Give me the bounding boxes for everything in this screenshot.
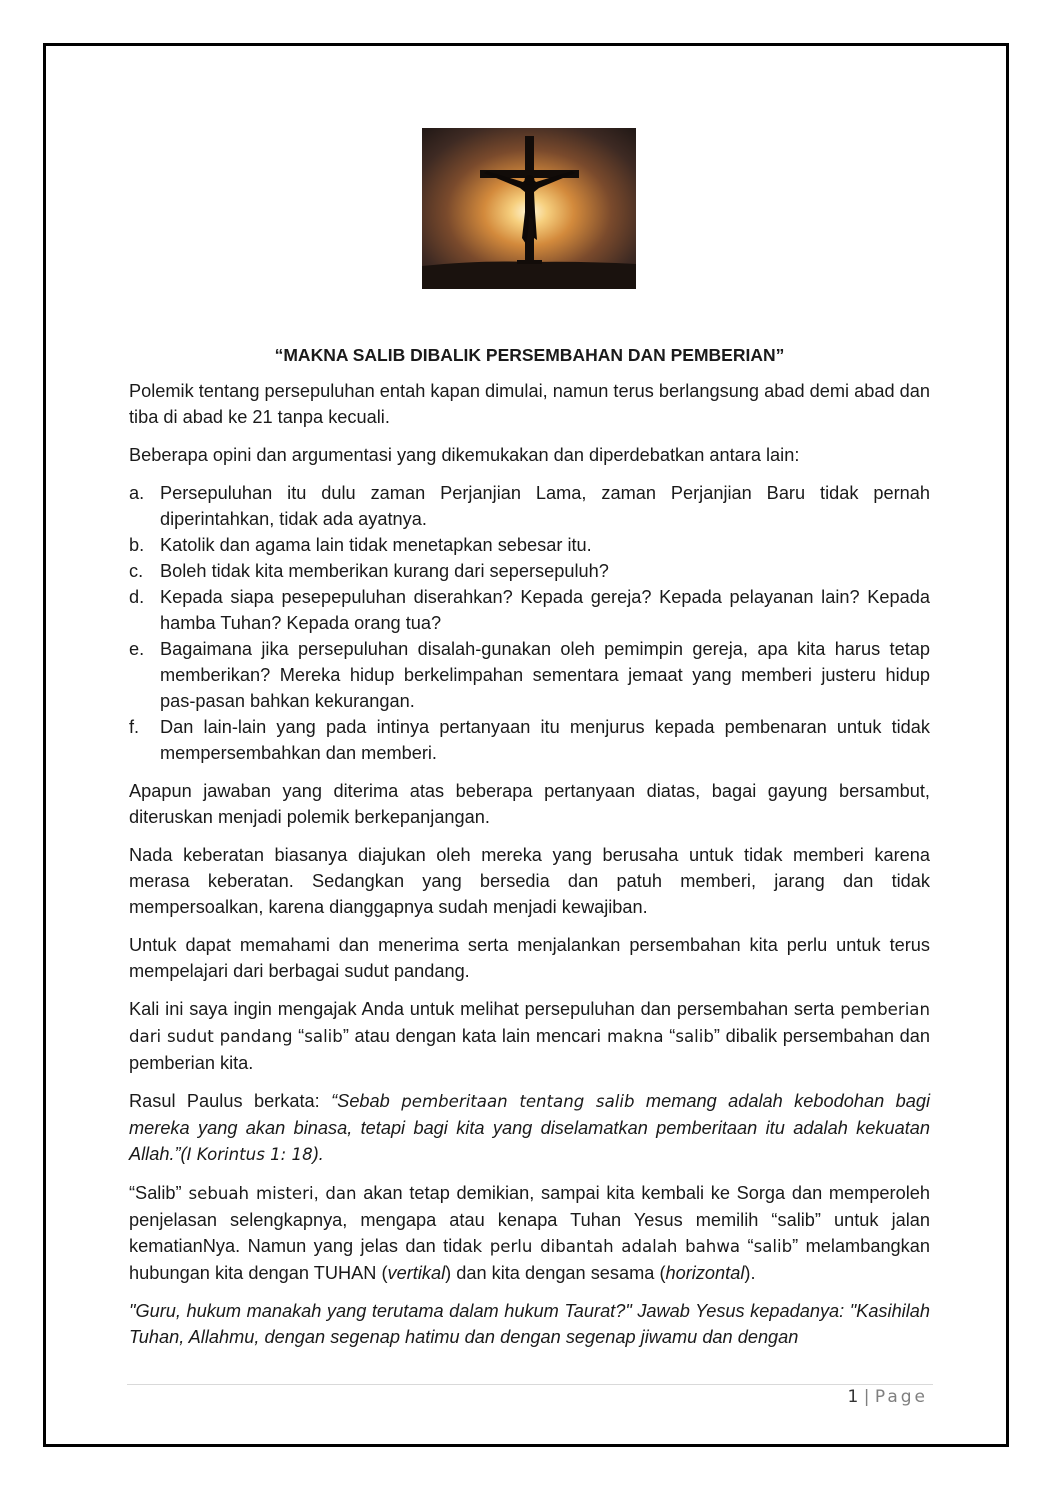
list-text: Bagaimana jika persepuluhan disalah-gunakan oleh pemimpin gereja, apa kita harus tetap memberikan? Mereka hidup berkelimpahan sementara jemaat yang memberi justeru hidup pas-pasan bahkan kekurangan. [160, 639, 930, 711]
quote-run: “Sebab [331, 1091, 402, 1111]
text-run: pemberian dari sudut pandang [129, 1000, 930, 1046]
page-number: 1 [847, 1387, 859, 1407]
list-marker: e. [129, 639, 145, 659]
list-marker: a. [129, 483, 145, 503]
paragraph-4: Nada keberatan biasanya diajukan oleh mereka yang berusaha untuk tidak memberi karena merasa keberatan. Sedangkan yang bersedia dan patuh memberi, jarang dan tidak mempersoalkan, karena dianggapnya sudah menjadi kewajiban. [129, 845, 930, 917]
list-text: Persepuluhan itu dulu zaman Perjanjian Lama, zaman Perjanjian Baru tidak pernah diperintahkan, tidak ada ayatnya. [160, 483, 930, 529]
text-run: dan [325, 1184, 357, 1203]
document-body [129, 342, 930, 1362]
text-run: “ [292, 1026, 305, 1046]
text-run: ” dibalik persembahan dan pemberian kita. [129, 1026, 930, 1073]
document-title: “MAKNA SALIB DIBALIK PERSEMBAHAN DAN PEMBERIAN” [274, 345, 785, 365]
footer-divider [127, 1384, 933, 1385]
list-item [129, 636, 930, 714]
text-run: salib [753, 1237, 793, 1256]
list-item [129, 480, 930, 532]
verse-reference: I Korintus 1: 18 [186, 1145, 313, 1164]
list-item [129, 558, 930, 584]
quote-run: pemberitaan tentang salib [401, 1092, 635, 1111]
paragraph-1: Polemik tentang persepuluhan entah kapan dimulai, namun terus berlangsung abad demi abad dan tiba di abad ke 21 tanpa kecuali. [129, 381, 930, 427]
text-run: i makna [596, 1027, 664, 1046]
paragraph-2: Beberapa opini dan argumentasi yang dikemukakan dan diperdebatkan antara lain: [129, 445, 800, 465]
list-item [129, 532, 930, 558]
list-text: Katolik dan agama lain tidak menetapkan sebesar itu. [160, 535, 592, 555]
page-footer [847, 1387, 928, 1407]
paragraph-7 [129, 1088, 930, 1168]
list-item [129, 714, 930, 766]
quote-run: ). [312, 1144, 324, 1164]
paragraph-8 [129, 1180, 930, 1286]
list-text: Kepada siapa pesepepuluhan diserahkan? Kepada gereja? Kepada pelayanan lain? Kepada hamba Tuhan? Kepada orang tua? [160, 587, 930, 633]
text-run: sebuah misteri [181, 1184, 314, 1203]
text-run: k perlu dibantah adalah bahwa [472, 1237, 741, 1256]
list-marker: c. [129, 561, 144, 581]
text-run: “Salib” [129, 1183, 182, 1203]
text-run: ). [744, 1263, 756, 1283]
text-run: ” atau dengan kata lain mencar [342, 1026, 597, 1046]
crucifix-image [422, 128, 636, 289]
crucifix-sunset-illustration [422, 128, 636, 289]
paragraph-5: Untuk dapat memahami dan menerima serta menjalankan persembahan kita perlu untuk terus mempelajari dari berbagai sudut pandang. [129, 935, 930, 981]
footer-separator: | [863, 1387, 870, 1407]
text-run: , [313, 1183, 326, 1203]
paragraph-6 [129, 996, 930, 1076]
quote-run: memang adalah kebodohan bagi mereka yang akan binasa, tetapi bagi kita yang diselamatkan pemberitaan itu adalah kekuatan Allah.”( [129, 1091, 931, 1164]
text-run: salib [304, 1027, 343, 1046]
text-run: akan tetap demikian, sampai kita kembali ke Sorga dan memperoleh penjelasan selengkapnya, mengapa atau kenapa Tuhan Yesus memilih “salib” untuk jalan kematianNya. Namun yang jelas dan tida [129, 1183, 930, 1256]
list-marker: f. [129, 717, 140, 737]
text-run: salib [675, 1027, 714, 1046]
quote-run: "Guru, hukum manakah yang terutama dalam hukum Taurat?" Jawab Yesus kepadanya: "Kasihilah Tuhan, Allahmu, dengan segenap hatimu dan dengan segenap jiwamu dan dengan [129, 1301, 930, 1347]
page-label: Page [874, 1387, 928, 1407]
text-run: vertikal [387, 1263, 446, 1283]
list-text: Boleh tidak kita memberikan kurang dari sepersepuluh? [160, 561, 609, 581]
paragraph-9 [129, 1298, 930, 1350]
text-run: ” melambangkan hubungan kita dengan TUHAN ( [129, 1236, 930, 1283]
text-run: “ [663, 1026, 676, 1046]
list-marker: d. [129, 587, 145, 607]
text-run: Kali ini saya ingin mengajak Anda untuk melihat persepuluhan dan persembahan serta [129, 999, 841, 1019]
paragraph-3: Apapun jawaban yang diterima atas beberapa pertanyaan diatas, bagai gayung bersambut, diteruskan menjadi polemik berkepanjangan. [129, 781, 930, 827]
text-run: ) dan kita dengan sesama ( [445, 1263, 666, 1283]
text-run: horizontal [665, 1263, 745, 1283]
question-list [129, 480, 930, 766]
list-marker: b. [129, 535, 145, 555]
text-run: Rasul Paulus berkata: [129, 1091, 332, 1111]
list-item [129, 584, 930, 636]
list-text: Dan lain-lain yang pada intinya pertanyaan itu menjurus kepada pembenaran untuk tidak mempersembahkan dan memberi. [160, 717, 930, 763]
text-run: “ [740, 1236, 754, 1256]
